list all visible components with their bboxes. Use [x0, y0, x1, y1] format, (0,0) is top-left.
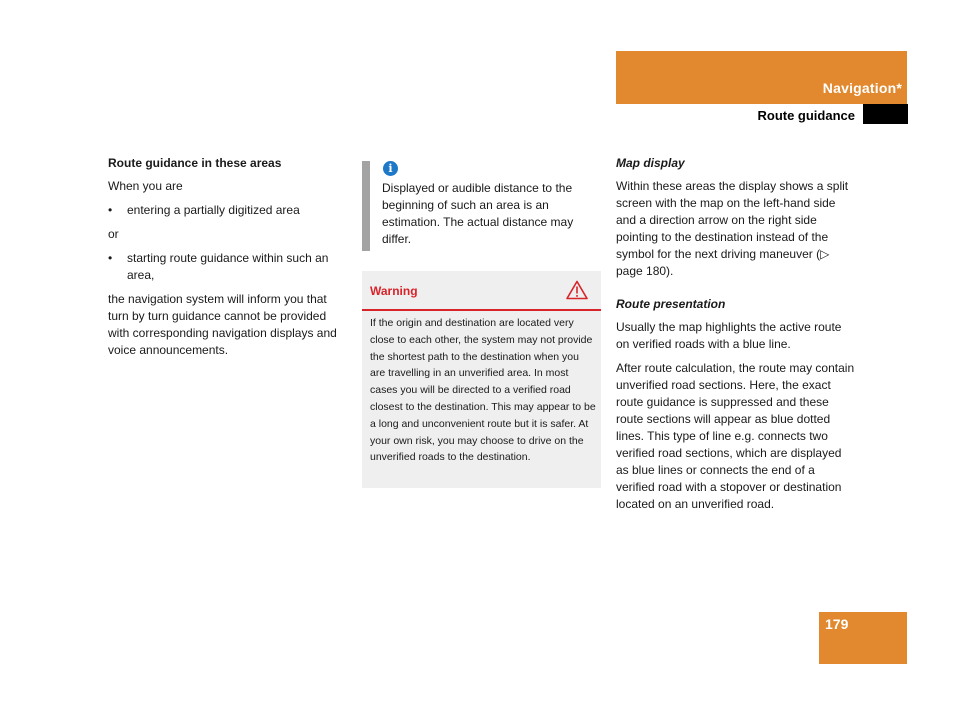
bullet-icon: •	[108, 203, 113, 217]
list-item	[108, 250, 346, 284]
warning-label: Warning	[370, 284, 418, 298]
header-tab-marker	[863, 104, 908, 124]
bullet-icon: •	[108, 251, 113, 265]
bullet-text: starting route guidance within such an area,	[127, 251, 329, 282]
warning-triangle-icon	[566, 280, 588, 300]
header-bar	[616, 51, 907, 104]
left-heading: Route guidance in these areas	[108, 156, 282, 170]
route-presentation-heading: Route presentation	[616, 297, 726, 311]
left-closing: the navigation system will inform you that turn by turn guidance cannot be provided with corresponding navigation displays and voice announcements.	[108, 292, 337, 357]
section-title: Navigation*	[822, 80, 902, 96]
left-intro: When you are	[108, 179, 183, 193]
map-display-heading: Map display	[616, 156, 685, 170]
right-column	[616, 155, 856, 513]
warning-header	[362, 271, 601, 311]
warning-text: If the origin and destination are located very close to each other, the system may not provide the shortest path to the destination when you are travelling in an unverified area. In most cases you will be directed to a verified road closest to the destination. This may appear to be a long and unconvenient route but it is safer. At your own risk, you may choose to drive on the unverified roads to the destination.	[370, 317, 596, 464]
page-number: 179	[825, 616, 849, 632]
left-column	[108, 155, 346, 359]
route-presentation-text-2: After route calculation, the route may contain unverified road sections. Here, the exact route guidance is suppressed and these route sections will appear as blue dotted lines. This type of line e.g. connects two verified road sections, which are displayed as blue lines or connects the end of a verified road with a stopover or destination located on an unverified road.	[616, 361, 855, 511]
warning-box	[362, 271, 601, 488]
info-sidebar	[362, 161, 370, 251]
page-number-box	[819, 612, 907, 664]
page-subtitle: Route guidance	[757, 108, 855, 123]
route-presentation-text-1: Usually the map highlights the active route on verified roads with a blue line.	[616, 320, 842, 351]
list-item	[108, 202, 346, 219]
map-display-text: Within these areas the display shows a split screen with the map on the left-hand side and a direction arrow on the right side pointing to the destination instead of the symbol for the next driving maneuver (▷ page 180).	[616, 179, 849, 278]
bullet-text: entering a partially digitized area	[127, 203, 300, 217]
info-icon: i	[383, 161, 398, 176]
left-or: or	[108, 227, 119, 241]
info-text: Displayed or audible distance to the beginning of such an area is an estimation. The actual distance may differ.	[382, 181, 574, 246]
